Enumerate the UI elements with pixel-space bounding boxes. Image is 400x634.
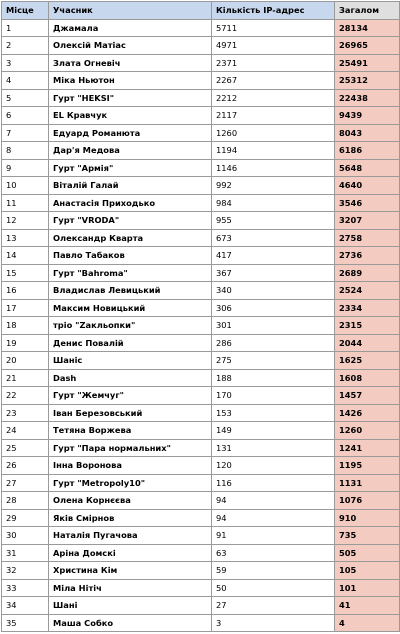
cell-place: 10 (2, 177, 49, 195)
table-row (2, 439, 400, 457)
cell-total: 4 (335, 614, 400, 632)
table-row (2, 422, 400, 440)
cell-place: 9 (2, 159, 49, 177)
cell-total: 101 (335, 579, 400, 597)
cell-ip-count: 340 (212, 282, 335, 300)
cell-participant: Іван Березовський (49, 404, 212, 422)
table-row (2, 387, 400, 405)
cell-place: 2 (2, 37, 49, 55)
cell-participant: Максим Новицький (49, 299, 212, 317)
cell-participant: Христина Кім (49, 562, 212, 580)
cell-place: 28 (2, 492, 49, 510)
cell-total: 6186 (335, 142, 400, 160)
cell-ip-count: 1194 (212, 142, 335, 160)
cell-participant: Шані (49, 597, 212, 615)
cell-total: 28134 (335, 19, 400, 37)
cell-place: 18 (2, 317, 49, 335)
cell-ip-count: 417 (212, 247, 335, 265)
cell-place: 29 (2, 509, 49, 527)
table-row (2, 562, 400, 580)
cell-total: 1260 (335, 422, 400, 440)
cell-place: 14 (2, 247, 49, 265)
cell-total: 2689 (335, 264, 400, 282)
cell-ip-count: 120 (212, 457, 335, 475)
cell-participant: Павло Табаков (49, 247, 212, 265)
table-row (2, 264, 400, 282)
cell-ip-count: 5711 (212, 19, 335, 37)
cell-total: 2736 (335, 247, 400, 265)
table-body (2, 19, 400, 632)
table-row (2, 527, 400, 545)
table-row (2, 124, 400, 142)
cell-place: 21 (2, 369, 49, 387)
cell-ip-count: 188 (212, 369, 335, 387)
table-row (2, 457, 400, 475)
cell-ip-count: 1146 (212, 159, 335, 177)
table-row (2, 352, 400, 370)
cell-participant: Олексій Матіас (49, 37, 212, 55)
cell-ip-count: 131 (212, 439, 335, 457)
cell-participant: Гурт "Армія" (49, 159, 212, 177)
table-row (2, 317, 400, 335)
cell-participant: Едуард Романюта (49, 124, 212, 142)
table-row (2, 597, 400, 615)
header-ip-count: Кількість IP-адрес (212, 2, 335, 20)
cell-ip-count: 63 (212, 544, 335, 562)
table-row (2, 404, 400, 422)
table-row (2, 54, 400, 72)
cell-ip-count: 2267 (212, 72, 335, 90)
cell-place: 23 (2, 404, 49, 422)
cell-place: 11 (2, 194, 49, 212)
table-row (2, 19, 400, 37)
cell-total: 2315 (335, 317, 400, 335)
cell-place: 31 (2, 544, 49, 562)
cell-total: 2524 (335, 282, 400, 300)
table-row (2, 72, 400, 90)
cell-participant: тріо "Zакльопки" (49, 317, 212, 335)
cell-total: 1625 (335, 352, 400, 370)
table-row (2, 369, 400, 387)
cell-participant: Анастасія Приходько (49, 194, 212, 212)
cell-ip-count: 170 (212, 387, 335, 405)
cell-participant: Віталій Галай (49, 177, 212, 195)
cell-place: 32 (2, 562, 49, 580)
cell-participant: Джамала (49, 19, 212, 37)
cell-ip-count: 367 (212, 264, 335, 282)
cell-total: 2758 (335, 229, 400, 247)
cell-total: 2044 (335, 334, 400, 352)
cell-place: 34 (2, 597, 49, 615)
cell-ip-count: 1260 (212, 124, 335, 142)
cell-total: 4640 (335, 177, 400, 195)
cell-total: 22438 (335, 89, 400, 107)
cell-total: 3207 (335, 212, 400, 230)
cell-ip-count: 149 (212, 422, 335, 440)
header-place: Місце (2, 2, 49, 20)
cell-ip-count: 116 (212, 474, 335, 492)
table-row (2, 247, 400, 265)
cell-total: 1076 (335, 492, 400, 510)
header-participant: Учасник (49, 2, 212, 20)
cell-place: 13 (2, 229, 49, 247)
cell-total: 5648 (335, 159, 400, 177)
cell-ip-count: 59 (212, 562, 335, 580)
table-row (2, 334, 400, 352)
table-row (2, 212, 400, 230)
table-row (2, 142, 400, 160)
cell-participant: Яків Смірнов (49, 509, 212, 527)
cell-total: 25312 (335, 72, 400, 90)
cell-participant: Маша Собко (49, 614, 212, 632)
cell-place: 27 (2, 474, 49, 492)
cell-participant: Злата Огневіч (49, 54, 212, 72)
cell-total: 8043 (335, 124, 400, 142)
cell-participant: Гурт "Пара нормальних" (49, 439, 212, 457)
cell-place: 20 (2, 352, 49, 370)
cell-ip-count: 673 (212, 229, 335, 247)
cell-participant: Шаніс (49, 352, 212, 370)
header-row (2, 2, 400, 20)
cell-total: 9439 (335, 107, 400, 125)
cell-total: 505 (335, 544, 400, 562)
cell-ip-count: 306 (212, 299, 335, 317)
cell-place: 35 (2, 614, 49, 632)
cell-place: 26 (2, 457, 49, 475)
cell-place: 15 (2, 264, 49, 282)
cell-participant: Гурт "Metropoly10" (49, 474, 212, 492)
cell-ip-count: 2212 (212, 89, 335, 107)
cell-place: 24 (2, 422, 49, 440)
cell-total: 41 (335, 597, 400, 615)
cell-ip-count: 286 (212, 334, 335, 352)
cell-total: 910 (335, 509, 400, 527)
table-row (2, 229, 400, 247)
cell-total: 26965 (335, 37, 400, 55)
cell-participant: Гурт "Bahroma" (49, 264, 212, 282)
cell-participant: Аріна Домскі (49, 544, 212, 562)
table-row (2, 299, 400, 317)
table-row (2, 492, 400, 510)
cell-place: 19 (2, 334, 49, 352)
table-row (2, 107, 400, 125)
cell-participant: Гурт "HEKSI" (49, 89, 212, 107)
cell-place: 33 (2, 579, 49, 597)
cell-participant: Інна Воронова (49, 457, 212, 475)
cell-ip-count: 50 (212, 579, 335, 597)
cell-participant: Dash (49, 369, 212, 387)
cell-place: 30 (2, 527, 49, 545)
cell-ip-count: 992 (212, 177, 335, 195)
cell-participant: Міка Ньютон (49, 72, 212, 90)
cell-total: 25491 (335, 54, 400, 72)
cell-participant: Міла Нітіч (49, 579, 212, 597)
cell-ip-count: 4971 (212, 37, 335, 55)
cell-total: 2334 (335, 299, 400, 317)
cell-participant: Олександр Кварта (49, 229, 212, 247)
cell-total: 1457 (335, 387, 400, 405)
cell-place: 1 (2, 19, 49, 37)
table-row (2, 194, 400, 212)
cell-total: 1608 (335, 369, 400, 387)
cell-place: 7 (2, 124, 49, 142)
cell-ip-count: 27 (212, 597, 335, 615)
cell-total: 105 (335, 562, 400, 580)
cell-ip-count: 984 (212, 194, 335, 212)
cell-ip-count: 3 (212, 614, 335, 632)
cell-ip-count: 2117 (212, 107, 335, 125)
table-row (2, 282, 400, 300)
cell-place: 12 (2, 212, 49, 230)
cell-ip-count: 91 (212, 527, 335, 545)
table-row (2, 37, 400, 55)
cell-place: 3 (2, 54, 49, 72)
table-row (2, 614, 400, 632)
cell-participant: Тетяна Воржева (49, 422, 212, 440)
cell-place: 4 (2, 72, 49, 90)
cell-place: 8 (2, 142, 49, 160)
cell-participant: Денис Повалій (49, 334, 212, 352)
cell-participant: Владислав Левицький (49, 282, 212, 300)
cell-ip-count: 301 (212, 317, 335, 335)
cell-ip-count: 2371 (212, 54, 335, 72)
cell-participant: Наталія Пугачова (49, 527, 212, 545)
cell-participant: Олена Корнєєва (49, 492, 212, 510)
table-row (2, 474, 400, 492)
cell-ip-count: 94 (212, 492, 335, 510)
cell-participant: Дар'я Медова (49, 142, 212, 160)
cell-total: 1131 (335, 474, 400, 492)
results-table (1, 1, 400, 632)
table-row (2, 159, 400, 177)
cell-place: 5 (2, 89, 49, 107)
cell-total: 1195 (335, 457, 400, 475)
table-row (2, 177, 400, 195)
table-row (2, 579, 400, 597)
table-row (2, 544, 400, 562)
cell-place: 6 (2, 107, 49, 125)
cell-participant: Гурт "VRODA" (49, 212, 212, 230)
cell-ip-count: 955 (212, 212, 335, 230)
cell-ip-count: 275 (212, 352, 335, 370)
table-row (2, 509, 400, 527)
cell-ip-count: 153 (212, 404, 335, 422)
cell-place: 17 (2, 299, 49, 317)
cell-place: 16 (2, 282, 49, 300)
cell-total: 1241 (335, 439, 400, 457)
cell-total: 1426 (335, 404, 400, 422)
cell-participant: Гурт "Жемчуг" (49, 387, 212, 405)
cell-participant: EL Кравчук (49, 107, 212, 125)
table-row (2, 89, 400, 107)
cell-ip-count: 94 (212, 509, 335, 527)
cell-place: 25 (2, 439, 49, 457)
cell-total: 3546 (335, 194, 400, 212)
cell-total: 735 (335, 527, 400, 545)
cell-place: 22 (2, 387, 49, 405)
header-total: Загалом (335, 2, 400, 20)
